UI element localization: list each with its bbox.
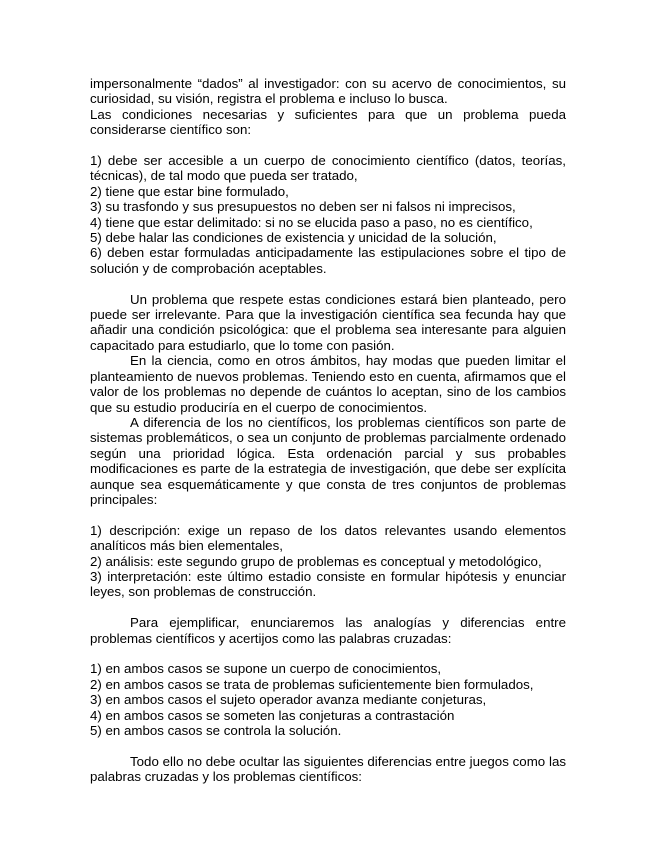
spacer [90, 276, 566, 291]
spacer [90, 738, 566, 753]
intro-paragraph: impersonalmente “dados” al investigador: con su acervo de conocimientos, su curiosidad, su visión, registra el problema e incluso lo busca. [90, 76, 566, 107]
list-item: 1) en ambos casos se supone un cuerpo de conocimientos, [90, 661, 442, 677]
spacer [90, 600, 566, 615]
list-item: 3) interpretación: este último estadio consiste en formular hipótesis y enunciar leyes, son problemas de construcción. [90, 568, 566, 600]
list-item: 1) descripción: exige un repaso de los datos relevantes usando elementos analíticos más bien elementales, [90, 522, 566, 554]
analogies-list [90, 661, 566, 738]
spacer [90, 646, 566, 661]
list-item: 4) tiene que estar delimitado: si no se elucida paso a paso, no es científico, [90, 214, 533, 230]
body-paragraph: En la ciencia, como en otros ámbitos, hay modas que pueden limitar el planteamiento de nuevos problemas. Teniendo esto en cuenta, afirmamos que el valor de los problemas no depende de cuántos lo aceptan, sino de los cambios que su estudio produciría en el cuerpo de conocimientos. [90, 353, 566, 415]
conditions-list [90, 153, 566, 276]
body-paragraph: Un problema que respete estas condiciones estará bien planteado, pero puede ser irrelevante. Para que la investigación científica sea fecunda hay que añadir una condición psicológica: que el problema sea interesante para alguien capacitado para estudiarlo, que lo tome con pasión. [90, 291, 566, 353]
list-item: 3) su trasfondo y sus presupuestos no deben ser ni falsos ni imprecisos, [90, 199, 516, 215]
list-item: 3) en ambos casos el sujeto operador avanza mediante conjeturas, [90, 692, 487, 708]
spacer [90, 138, 566, 153]
example-intro: Para ejemplificar, enunciaremos las analogías y diferencias entre problemas científicos y acertijos como las palabras cruzadas: [90, 615, 566, 646]
list-item: 6) deben estar formuladas anticipadamente las estipulaciones sobre el tipo de solución y de comprobación aceptables. [90, 245, 566, 276]
conditions-lead: Las condiciones necesarias y suficientes para que un problema pueda considerarse científico son: [90, 106, 566, 138]
closing-paragraph: Todo ello no debe ocultar las siguientes diferencias entre juegos como las palabras cruzadas y los problemas científicos: [90, 753, 566, 785]
list-item: 2) en ambos casos se trata de problemas suficientemente bien formulados, [90, 676, 534, 692]
list-item: 4) en ambos casos se someten las conjeturas a contrastación [90, 707, 455, 723]
list-item: 1) debe ser accesible a un cuerpo de conocimiento científico (datos, teorías, técnicas), de tal modo que pueda ser tratado, [90, 153, 566, 184]
body-paragraph: A diferencia de los no científicos, los problemas científicos son parte de sistemas problemáticos, o sea un conjunto de problemas parcialmente ordenado según una prioridad lógica. Esta ordenación parcial y sus probables modificaciones es parte de la estrategia de investigación, que debe ser explícita aunque sea esquemáticamente y que consta de tres conjuntos de problemas principales: [90, 414, 566, 507]
list-item: 5) debe halar las condiciones de existencia y unicidad de la solución, [90, 230, 497, 246]
list-item: 2) análisis: este segundo grupo de problemas es conceptual y metodológico, [90, 553, 542, 569]
list-item: 5) en ambos casos se controla la solución. [90, 722, 342, 738]
document-body [90, 76, 566, 785]
problem-sets-list [90, 523, 566, 600]
list-item: 2) tiene que estar bine formulado, [90, 183, 289, 199]
spacer [90, 507, 566, 522]
